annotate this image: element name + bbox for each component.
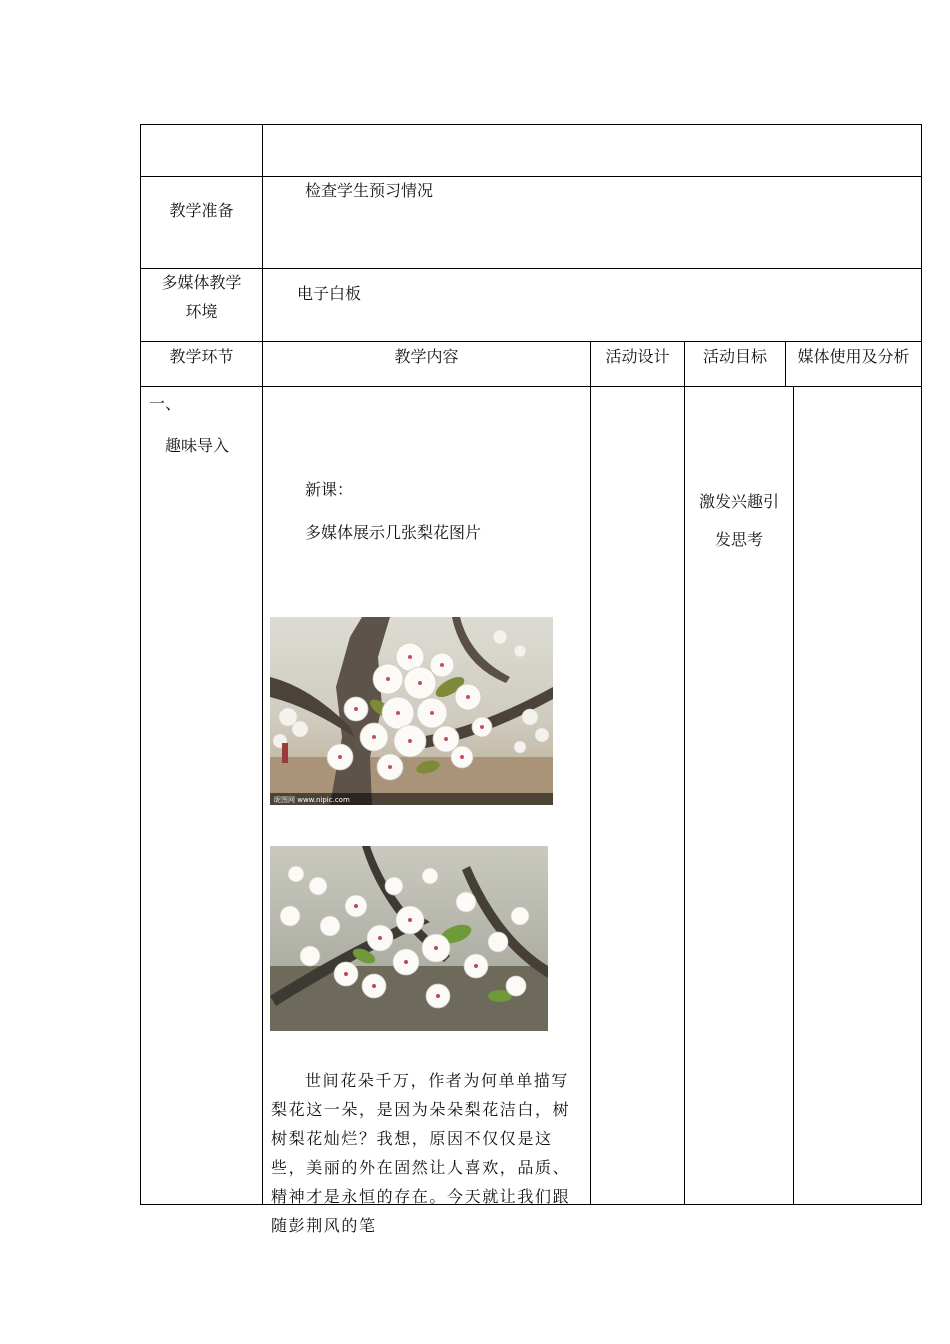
prep-label: 教学准备 [169, 201, 234, 220]
header-goal: 活动目标 [702, 347, 767, 366]
header-media-analysis: 媒体使用及分析 [797, 347, 910, 366]
new-lesson-label: 新课： [305, 480, 354, 499]
header-stage: 教学环节 [169, 347, 234, 366]
pear-blossom-photo-2-drawing [270, 846, 548, 1031]
goal-text-line1: 激发兴趣引 [698, 492, 779, 511]
header-content: 教学内容 [394, 347, 459, 366]
media-label-line2: 环境 [185, 302, 218, 321]
section-number: 一、 [149, 394, 182, 413]
column-divider-activity [684, 341, 685, 1205]
media-label-line1: 多媒体教学 [161, 273, 242, 292]
row-divider-3 [140, 341, 922, 342]
column-divider-label [262, 124, 263, 1205]
row-divider-4 [140, 386, 922, 387]
pear-blossom-photo-2 [270, 846, 548, 1031]
prep-content: 检查学生预习情况 [305, 181, 434, 200]
row-divider-2 [140, 268, 922, 269]
media-content: 电子白板 [297, 284, 362, 303]
intro-paragraph: 世间花朵千万，作者为何单单描写梨花这一朵，是因为朵朵梨花洁白，树树梨花灿烂？我想，原因不仅仅是这些，美丽的外在固然让人喜欢，品质、精神才是永恒的存在。今天就让我们跟随彭荆风的笔 [271, 1071, 571, 1235]
column-divider-content [590, 341, 591, 1205]
section-title: 趣味导入 [165, 436, 230, 455]
media-show-text: 多媒体展示几张梨花图片 [305, 523, 482, 542]
table-border-right [921, 124, 922, 1205]
row-divider-1 [140, 176, 922, 177]
header-activity: 活动设计 [605, 347, 670, 366]
column-divider-goal-body [793, 386, 794, 1205]
pear-blossom-photo-1 [270, 617, 553, 805]
pear-blossom-photo-1-drawing [270, 617, 553, 805]
table-border-top [140, 124, 922, 125]
goal-text-line2: 发思考 [714, 530, 763, 549]
photo-1-watermark: 昵图网 www.nipic.com [274, 796, 350, 804]
